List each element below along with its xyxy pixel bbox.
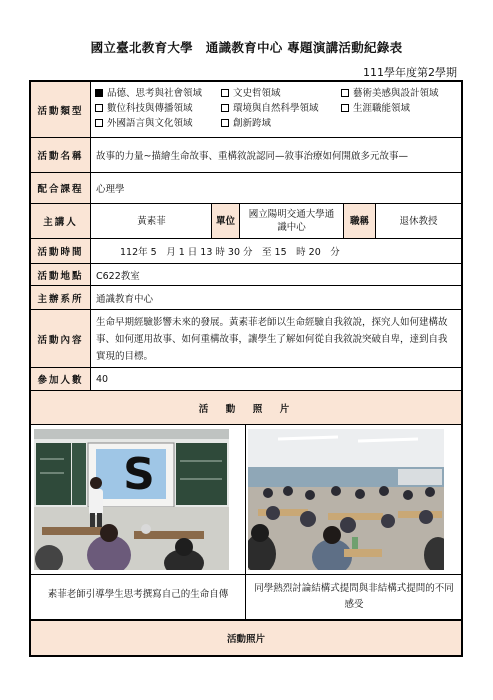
option-arts[interactable]: 藝術美感與設計領域 [341,86,439,101]
caption-discussion: 同學熱烈討論結構式提問與非結構式提問的不同感受 [254,583,454,610]
content-label: 活動內容 [31,310,91,367]
option-career[interactable]: 生涯職能領域 [341,101,410,116]
attendance-label: 參加人數 [31,368,91,390]
semester-label: 111學年度第2學期 [363,66,457,79]
checkbox-icon [221,119,229,127]
activity-type-row [31,82,461,138]
lecture-photo-illustration [34,429,229,570]
department-label: 主辦系所 [31,286,91,309]
unit-value: 國立陽明交通大學通識中心 [240,204,344,238]
activity-name-value: 故事的力量~描繪生命故事、重構敘說認同—敘事治療如何開啟多元故事— [96,151,408,162]
location-value: C622教室 [96,270,140,282]
checkbox-icon [95,89,103,97]
discussion-photo-illustration [248,429,444,570]
attendance-value: 40 [96,373,109,385]
photo-divider [245,425,246,574]
footer-photos-header: 活動照片 [29,619,463,657]
location-row [31,264,461,286]
svg-text:S: S [123,449,155,500]
speaker-label: 主講人 [31,204,91,238]
record-form [29,80,463,638]
course-label: 配合課程 [31,173,91,203]
discussion-photo [248,429,444,570]
option-humanities[interactable]: 文史哲領域 [221,86,281,101]
option-ethics[interactable]: 品德、思考與社會領域 [95,86,202,101]
title-label: 職稱 [344,204,376,238]
speaker-name: 黃素菲 [92,204,212,238]
activity-type-label: 活動類型 [31,82,91,137]
attendance-row [31,368,461,391]
option-language[interactable]: 外國語言與文化領域 [95,116,193,131]
time-value: 112年 5 月 1 日 13 時 30 分 至 15 時 20 分 [120,247,340,258]
content-value: 生命早期經驗影響未來的發展。黃素菲老師以生命經驗自我敘說，探究人如何建構故事、如何運用故事、如何重構故事，讓學生了解如何從自我敘說突破自卑，達到自我實現的目標。 [96,317,448,362]
lecture-photo [34,429,229,570]
checkbox-icon [341,104,349,112]
time-label: 活動時間 [31,239,91,263]
option-environment[interactable]: 環境與自然科學領域 [221,101,319,116]
option-digital[interactable]: 數位科技與傳播領域 [95,101,193,116]
photos-header: 活 動 照 片 [31,391,461,425]
content-row [31,310,461,368]
course-value: 心理學 [96,184,125,195]
course-row [31,173,461,204]
speaker-row [31,204,461,239]
time-row [31,239,461,264]
page-title: 國立臺北教育大學 通識教育中心 專題演講活動紀錄表 [90,40,403,55]
checkbox-icon [95,119,103,127]
caption-lecture: 素菲老師引導學生思考撰寫自己的生命自傳 [47,589,229,600]
checkbox-icon [221,104,229,112]
activity-name-row [31,138,461,173]
checkbox-icon [95,104,103,112]
department-row [31,286,461,310]
activity-name-label: 活動名稱 [31,138,91,172]
title-value: 退休教授 [399,215,438,227]
unit-label: 單位 [212,204,240,238]
department-value: 通識教育中心 [96,293,154,305]
option-innovation[interactable]: 創新跨域 [221,116,271,131]
checkbox-icon [221,89,229,97]
photos-row [31,425,461,575]
location-label: 活動地點 [31,264,91,285]
checkbox-icon [341,89,349,97]
